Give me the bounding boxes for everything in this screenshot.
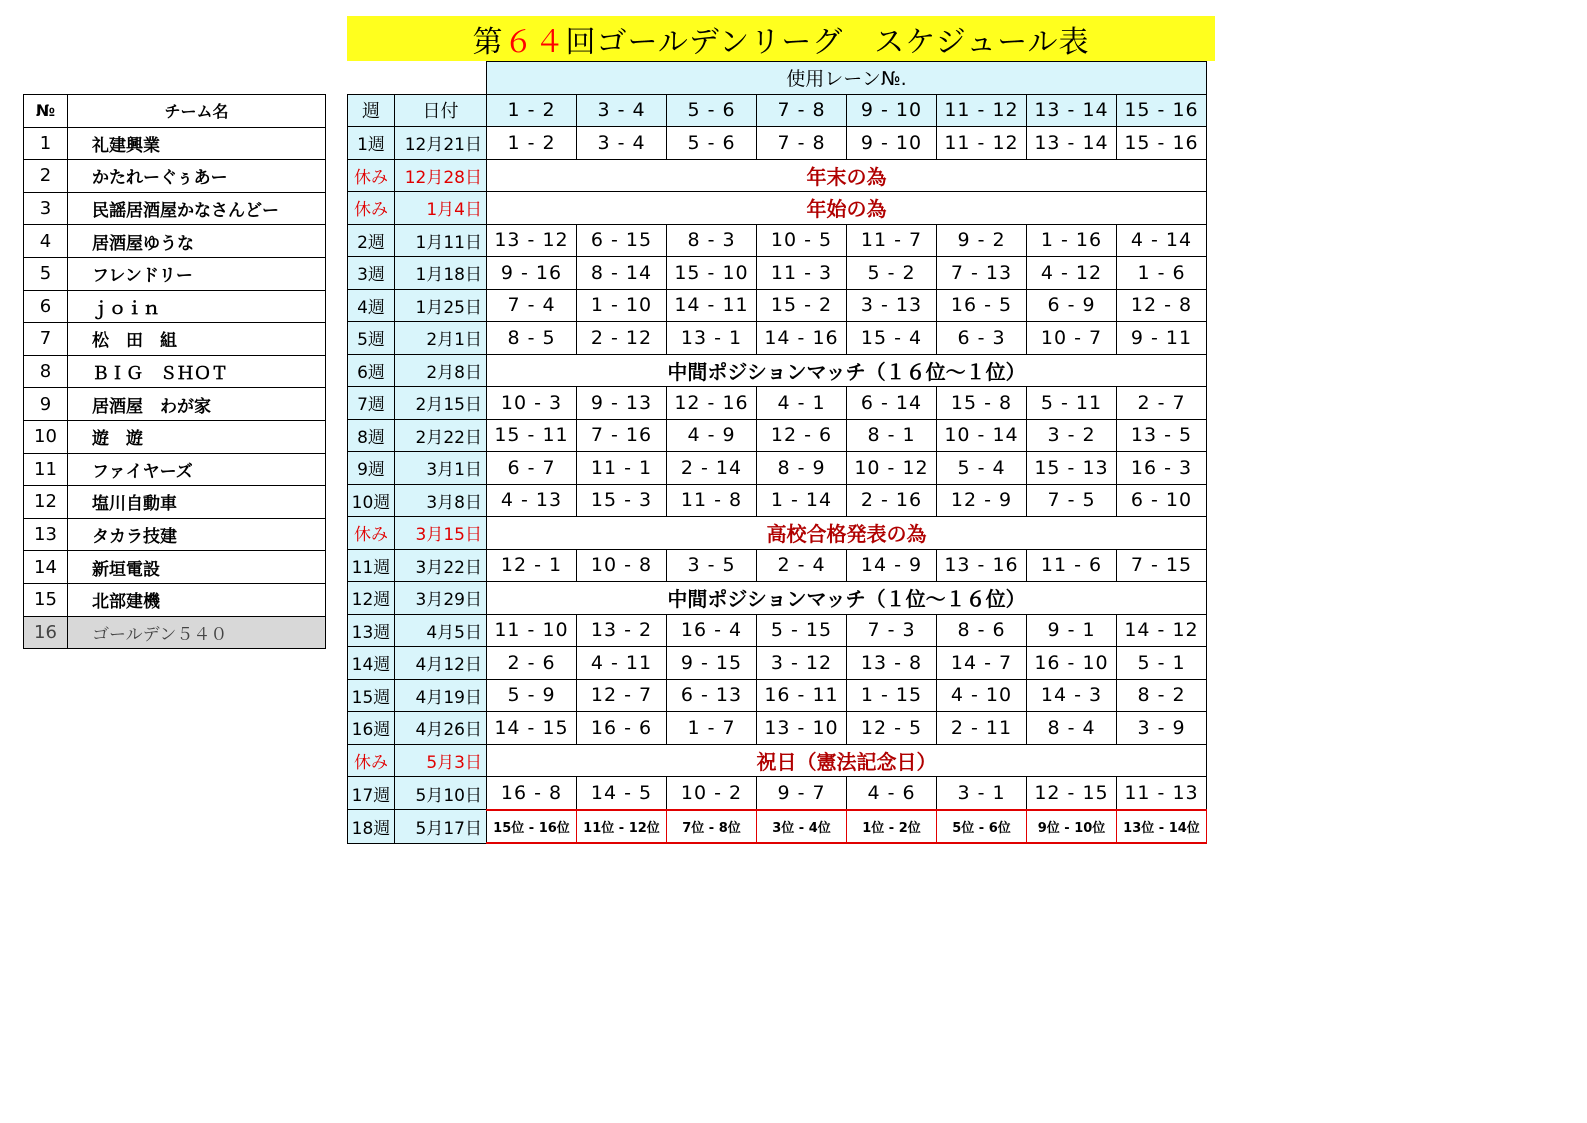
team-name: 塩川自動車: [68, 486, 326, 519]
lane-title: 使用レーン№.: [487, 62, 1207, 95]
match-cell: 12 - 1: [487, 549, 577, 582]
team-no: 6: [24, 290, 68, 323]
match-cell: 5 - 1: [1117, 647, 1207, 680]
schedule-row: [348, 484, 1207, 517]
match-cell: 8 - 9: [757, 452, 847, 485]
date-cell: 2月8日: [395, 354, 487, 387]
week-cell: 休み: [348, 744, 395, 777]
match-cell: 8 - 2: [1117, 679, 1207, 712]
match-cell: 8 - 6: [937, 614, 1027, 647]
match-cell: 11 - 3: [757, 257, 847, 290]
match-cell: 13 - 10: [757, 712, 847, 745]
blank-cell: [348, 62, 487, 95]
team-name: フレンドリー: [68, 257, 326, 290]
match-cell: 3位 - 4位: [757, 810, 847, 844]
match-cell: 6 - 10: [1117, 484, 1207, 517]
match-cell: 3 - 12: [757, 647, 847, 680]
team-row: [24, 257, 326, 290]
match-cell: 2 - 11: [937, 712, 1027, 745]
team-name: ファイヤーズ: [68, 453, 326, 486]
match-cell: 5 - 11: [1027, 387, 1117, 420]
team-no: 3: [24, 192, 68, 225]
match-cell: 15 - 3: [577, 484, 667, 517]
match-cell: 10 - 5: [757, 224, 847, 257]
match-cell: 14 - 9: [847, 549, 937, 582]
match-cell: 6 - 14: [847, 387, 937, 420]
team-name: 北部建機: [68, 583, 326, 616]
match-cell: 12 - 15: [1027, 777, 1117, 810]
match-cell: 7位 - 8位: [667, 810, 757, 844]
date-cell: 1月4日: [395, 192, 487, 225]
week-cell: 15週: [348, 679, 395, 712]
schedule-row: [348, 647, 1207, 680]
schedule-row: [348, 614, 1207, 647]
match-cell: 5位 - 6位: [937, 810, 1027, 844]
week-cell: 休み: [348, 192, 395, 225]
match-cell: 10 - 3: [487, 387, 577, 420]
match-cell: 16 - 6: [577, 712, 667, 745]
week-cell: 18週: [348, 810, 395, 844]
match-cell: 15位 - 16位: [487, 810, 577, 844]
team-row: [24, 192, 326, 225]
match-cell: 12 - 7: [577, 679, 667, 712]
match-cell: 3 - 13: [847, 289, 937, 322]
match-cell: 14 - 12: [1117, 614, 1207, 647]
team-no: 13: [24, 518, 68, 551]
match-cell: 13 - 14: [1027, 127, 1117, 160]
title-prefix: 第: [472, 24, 504, 60]
note-cell: 中間ポジションマッチ（１位～１６位）: [487, 582, 1207, 615]
match-cell: 7 - 13: [937, 257, 1027, 290]
match-cell: 9 - 15: [667, 647, 757, 680]
date-cell: 2月22日: [395, 419, 487, 452]
match-cell: 9 - 13: [577, 387, 667, 420]
team-row: [24, 486, 326, 519]
team-row: [24, 388, 326, 421]
schedule-row: [348, 387, 1207, 420]
team-row: [24, 160, 326, 193]
match-cell: 1 - 10: [577, 289, 667, 322]
match-cell: 7 - 4: [487, 289, 577, 322]
match-cell: 14 - 3: [1027, 679, 1117, 712]
team-no: 14: [24, 551, 68, 584]
team-row: [24, 551, 326, 584]
match-cell: 5 - 4: [937, 452, 1027, 485]
team-name: 新垣電設: [68, 551, 326, 584]
match-cell: 1 - 16: [1027, 224, 1117, 257]
lane-header: 13 - 14: [1027, 94, 1117, 127]
match-cell: 14 - 7: [937, 647, 1027, 680]
schedule-row: [348, 452, 1207, 485]
team-name: かたれーぐぅあー: [68, 160, 326, 193]
lane-header: 3 - 4: [577, 94, 667, 127]
match-cell: 14 - 5: [577, 777, 667, 810]
match-cell: 9 - 11: [1117, 322, 1207, 355]
date-cell: 4月26日: [395, 712, 487, 745]
week-cell: 8週: [348, 419, 395, 452]
week-cell: 休み: [348, 517, 395, 550]
team-no-header: №: [24, 95, 68, 128]
date-cell: 1月11日: [395, 224, 487, 257]
team-name: ｊｏｉｎ: [68, 290, 326, 323]
match-cell: 1 - 15: [847, 679, 937, 712]
team-row: [24, 453, 326, 486]
note-cell: 祝日（憲法記念日）: [487, 744, 1207, 777]
team-name: ＢＩＧ ＳＨＯＴ: [68, 355, 326, 388]
match-cell: 4 - 11: [577, 647, 667, 680]
date-cell: 4月12日: [395, 647, 487, 680]
schedule-row: [348, 744, 1207, 777]
schedule-row: [348, 679, 1207, 712]
week-cell: 16週: [348, 712, 395, 745]
team-no: 10: [24, 420, 68, 453]
match-cell: 11 - 1: [577, 452, 667, 485]
lane-header: 5 - 6: [667, 94, 757, 127]
date-cell: 12月21日: [395, 127, 487, 160]
match-cell: 4 - 12: [1027, 257, 1117, 290]
match-cell: 16 - 11: [757, 679, 847, 712]
match-cell: 2 - 7: [1117, 387, 1207, 420]
match-cell: 2 - 4: [757, 549, 847, 582]
team-no: 1: [24, 127, 68, 160]
match-cell: 14 - 16: [757, 322, 847, 355]
week-cell: 11週: [348, 549, 395, 582]
match-cell: 10 - 14: [937, 419, 1027, 452]
team-name-header: チーム名: [68, 95, 326, 128]
match-cell: 15 - 8: [937, 387, 1027, 420]
team-no: 11: [24, 453, 68, 486]
team-row: [24, 518, 326, 551]
match-cell: 5 - 2: [847, 257, 937, 290]
match-cell: 16 - 3: [1117, 452, 1207, 485]
schedule-row: [348, 257, 1207, 290]
match-cell: 4 - 6: [847, 777, 937, 810]
match-cell: 13 - 16: [937, 549, 1027, 582]
team-row: [24, 616, 326, 649]
schedule-row: [348, 127, 1207, 160]
team-no: 2: [24, 160, 68, 193]
match-cell: 3 - 1: [937, 777, 1027, 810]
schedule-row: [348, 810, 1207, 844]
match-cell: 10 - 12: [847, 452, 937, 485]
match-cell: 3 - 2: [1027, 419, 1117, 452]
team-no: 5: [24, 257, 68, 290]
date-cell: 5月3日: [395, 744, 487, 777]
match-cell: 1位 - 2位: [847, 810, 937, 844]
match-cell: 12 - 5: [847, 712, 937, 745]
date-cell: 1月18日: [395, 257, 487, 290]
date-cell: 3月1日: [395, 452, 487, 485]
team-no: 9: [24, 388, 68, 421]
team-name: タカラ技建: [68, 518, 326, 551]
team-table: [23, 94, 326, 649]
note-cell: 年末の為: [487, 159, 1207, 192]
match-cell: 2 - 12: [577, 322, 667, 355]
team-name: 礼建興業: [68, 127, 326, 160]
week-cell: 9週: [348, 452, 395, 485]
match-cell: 9 - 10: [847, 127, 937, 160]
date-cell: 2月15日: [395, 387, 487, 420]
match-cell: 11 - 6: [1027, 549, 1117, 582]
match-cell: 6 - 9: [1027, 289, 1117, 322]
match-cell: 1 - 14: [757, 484, 847, 517]
match-cell: 5 - 15: [757, 614, 847, 647]
match-cell: 9 - 16: [487, 257, 577, 290]
match-cell: 16 - 5: [937, 289, 1027, 322]
team-row: [24, 290, 326, 323]
match-cell: 7 - 15: [1117, 549, 1207, 582]
date-cell: 3月22日: [395, 549, 487, 582]
team-row: [24, 355, 326, 388]
date-cell: 3月15日: [395, 517, 487, 550]
team-row: [24, 583, 326, 616]
team-no: 15: [24, 583, 68, 616]
match-cell: 6 - 15: [577, 224, 667, 257]
match-cell: 9 - 7: [757, 777, 847, 810]
match-cell: 11 - 10: [487, 614, 577, 647]
note-cell: 高校合格発表の為: [487, 517, 1207, 550]
week-cell: 5週: [348, 322, 395, 355]
team-no: 7: [24, 323, 68, 356]
match-cell: 16 - 10: [1027, 647, 1117, 680]
schedule-row: [348, 549, 1207, 582]
lane-header: 11 - 12: [937, 94, 1027, 127]
lane-title-row: [348, 62, 1207, 95]
match-cell: 11 - 8: [667, 484, 757, 517]
week-cell: 12週: [348, 582, 395, 615]
match-cell: 2 - 14: [667, 452, 757, 485]
match-cell: 12 - 16: [667, 387, 757, 420]
match-cell: 5 - 6: [667, 127, 757, 160]
title-number: ６４: [503, 24, 566, 60]
match-cell: 12 - 8: [1117, 289, 1207, 322]
match-cell: 15 - 4: [847, 322, 937, 355]
match-cell: 2 - 6: [487, 647, 577, 680]
match-cell: 13 - 8: [847, 647, 937, 680]
match-cell: 15 - 2: [757, 289, 847, 322]
match-cell: 15 - 10: [667, 257, 757, 290]
match-cell: 11位 - 12位: [577, 810, 667, 844]
match-cell: 15 - 11: [487, 419, 577, 452]
match-cell: 10 - 7: [1027, 322, 1117, 355]
week-cell: 休み: [348, 159, 395, 192]
lane-header: 15 - 16: [1117, 94, 1207, 127]
date-cell: 3月29日: [395, 582, 487, 615]
page-title: [347, 16, 1215, 61]
week-cell: 13週: [348, 614, 395, 647]
match-cell: 6 - 3: [937, 322, 1027, 355]
lane-header: 9 - 10: [847, 94, 937, 127]
match-cell: 8 - 14: [577, 257, 667, 290]
week-cell: 14週: [348, 647, 395, 680]
match-cell: 16 - 4: [667, 614, 757, 647]
schedule-row: [348, 224, 1207, 257]
team-row: [24, 420, 326, 453]
team-row: [24, 225, 326, 258]
match-cell: 13位 - 14位: [1117, 810, 1207, 844]
team-name: 居酒屋ゆうな: [68, 225, 326, 258]
lane-header: 1 - 2: [487, 94, 577, 127]
match-cell: 4 - 1: [757, 387, 847, 420]
date-cell: 2月1日: [395, 322, 487, 355]
schedule-row: [348, 159, 1207, 192]
schedule-row: [348, 289, 1207, 322]
team-no: 12: [24, 486, 68, 519]
match-cell: 10 - 8: [577, 549, 667, 582]
team-name: 松 田 組: [68, 323, 326, 356]
match-cell: 7 - 5: [1027, 484, 1117, 517]
schedule-row: [348, 712, 1207, 745]
schedule-row: [348, 354, 1207, 387]
team-no: 8: [24, 355, 68, 388]
match-cell: 13 - 2: [577, 614, 667, 647]
match-cell: 12 - 9: [937, 484, 1027, 517]
team-no: 16: [24, 616, 68, 649]
match-cell: 3 - 4: [577, 127, 667, 160]
match-cell: 14 - 15: [487, 712, 577, 745]
week-cell: 1週: [348, 127, 395, 160]
match-cell: 1 - 7: [667, 712, 757, 745]
match-cell: 13 - 1: [667, 322, 757, 355]
team-name: ゴールデン５４０: [68, 616, 326, 649]
match-cell: 9 - 1: [1027, 614, 1117, 647]
week-cell: 6週: [348, 354, 395, 387]
match-cell: 9位 - 10位: [1027, 810, 1117, 844]
schedule-row: [348, 777, 1207, 810]
date-cell: 3月8日: [395, 484, 487, 517]
team-name: 遊 遊: [68, 420, 326, 453]
match-cell: 4 - 10: [937, 679, 1027, 712]
column-header-row: [348, 94, 1207, 127]
schedule-table: [347, 61, 1207, 844]
week-cell: 17週: [348, 777, 395, 810]
match-cell: 5 - 9: [487, 679, 577, 712]
match-cell: 13 - 5: [1117, 419, 1207, 452]
schedule-row: [348, 582, 1207, 615]
schedule-row: [348, 322, 1207, 355]
match-cell: 1 - 2: [487, 127, 577, 160]
date-cell: 5月17日: [395, 810, 487, 844]
match-cell: 8 - 1: [847, 419, 937, 452]
match-cell: 11 - 12: [937, 127, 1027, 160]
match-cell: 3 - 5: [667, 549, 757, 582]
note-cell: 中間ポジションマッチ（１６位～１位）: [487, 354, 1207, 387]
date-cell: 1月25日: [395, 289, 487, 322]
team-table-header: [24, 95, 326, 128]
match-cell: 15 - 13: [1027, 452, 1117, 485]
match-cell: 8 - 3: [667, 224, 757, 257]
match-cell: 7 - 16: [577, 419, 667, 452]
match-cell: 11 - 7: [847, 224, 937, 257]
match-cell: 7 - 8: [757, 127, 847, 160]
date-cell: 12月28日: [395, 159, 487, 192]
lane-header: 7 - 8: [757, 94, 847, 127]
match-cell: 6 - 13: [667, 679, 757, 712]
match-cell: 4 - 9: [667, 419, 757, 452]
team-row: [24, 323, 326, 356]
schedule-row: [348, 419, 1207, 452]
note-cell: 年始の為: [487, 192, 1207, 225]
match-cell: 3 - 9: [1117, 712, 1207, 745]
match-cell: 9 - 2: [937, 224, 1027, 257]
week-cell: 4週: [348, 289, 395, 322]
team-name: 民謡居酒屋かなさんどー: [68, 192, 326, 225]
schedule-row: [348, 192, 1207, 225]
match-cell: 11 - 13: [1117, 777, 1207, 810]
match-cell: 8 - 5: [487, 322, 577, 355]
date-header: 日付: [395, 94, 487, 127]
match-cell: 1 - 6: [1117, 257, 1207, 290]
match-cell: 4 - 14: [1117, 224, 1207, 257]
date-cell: 5月10日: [395, 777, 487, 810]
week-cell: 7週: [348, 387, 395, 420]
match-cell: 4 - 13: [487, 484, 577, 517]
match-cell: 16 - 8: [487, 777, 577, 810]
week-header: 週: [348, 94, 395, 127]
match-cell: 2 - 16: [847, 484, 937, 517]
match-cell: 10 - 2: [667, 777, 757, 810]
match-cell: 6 - 7: [487, 452, 577, 485]
date-cell: 4月5日: [395, 614, 487, 647]
team-row: [24, 127, 326, 160]
team-no: 4: [24, 225, 68, 258]
week-cell: 10週: [348, 484, 395, 517]
match-cell: 7 - 3: [847, 614, 937, 647]
schedule-row: [348, 517, 1207, 550]
match-cell: 15 - 16: [1117, 127, 1207, 160]
date-cell: 4月19日: [395, 679, 487, 712]
match-cell: 8 - 4: [1027, 712, 1117, 745]
title-suffix: 回ゴールデンリーグ スケジュール表: [565, 24, 1090, 60]
week-cell: 3週: [348, 257, 395, 290]
week-cell: 2週: [348, 224, 395, 257]
match-cell: 12 - 6: [757, 419, 847, 452]
match-cell: 13 - 12: [487, 224, 577, 257]
team-name: 居酒屋 わが家: [68, 388, 326, 421]
match-cell: 14 - 11: [667, 289, 757, 322]
